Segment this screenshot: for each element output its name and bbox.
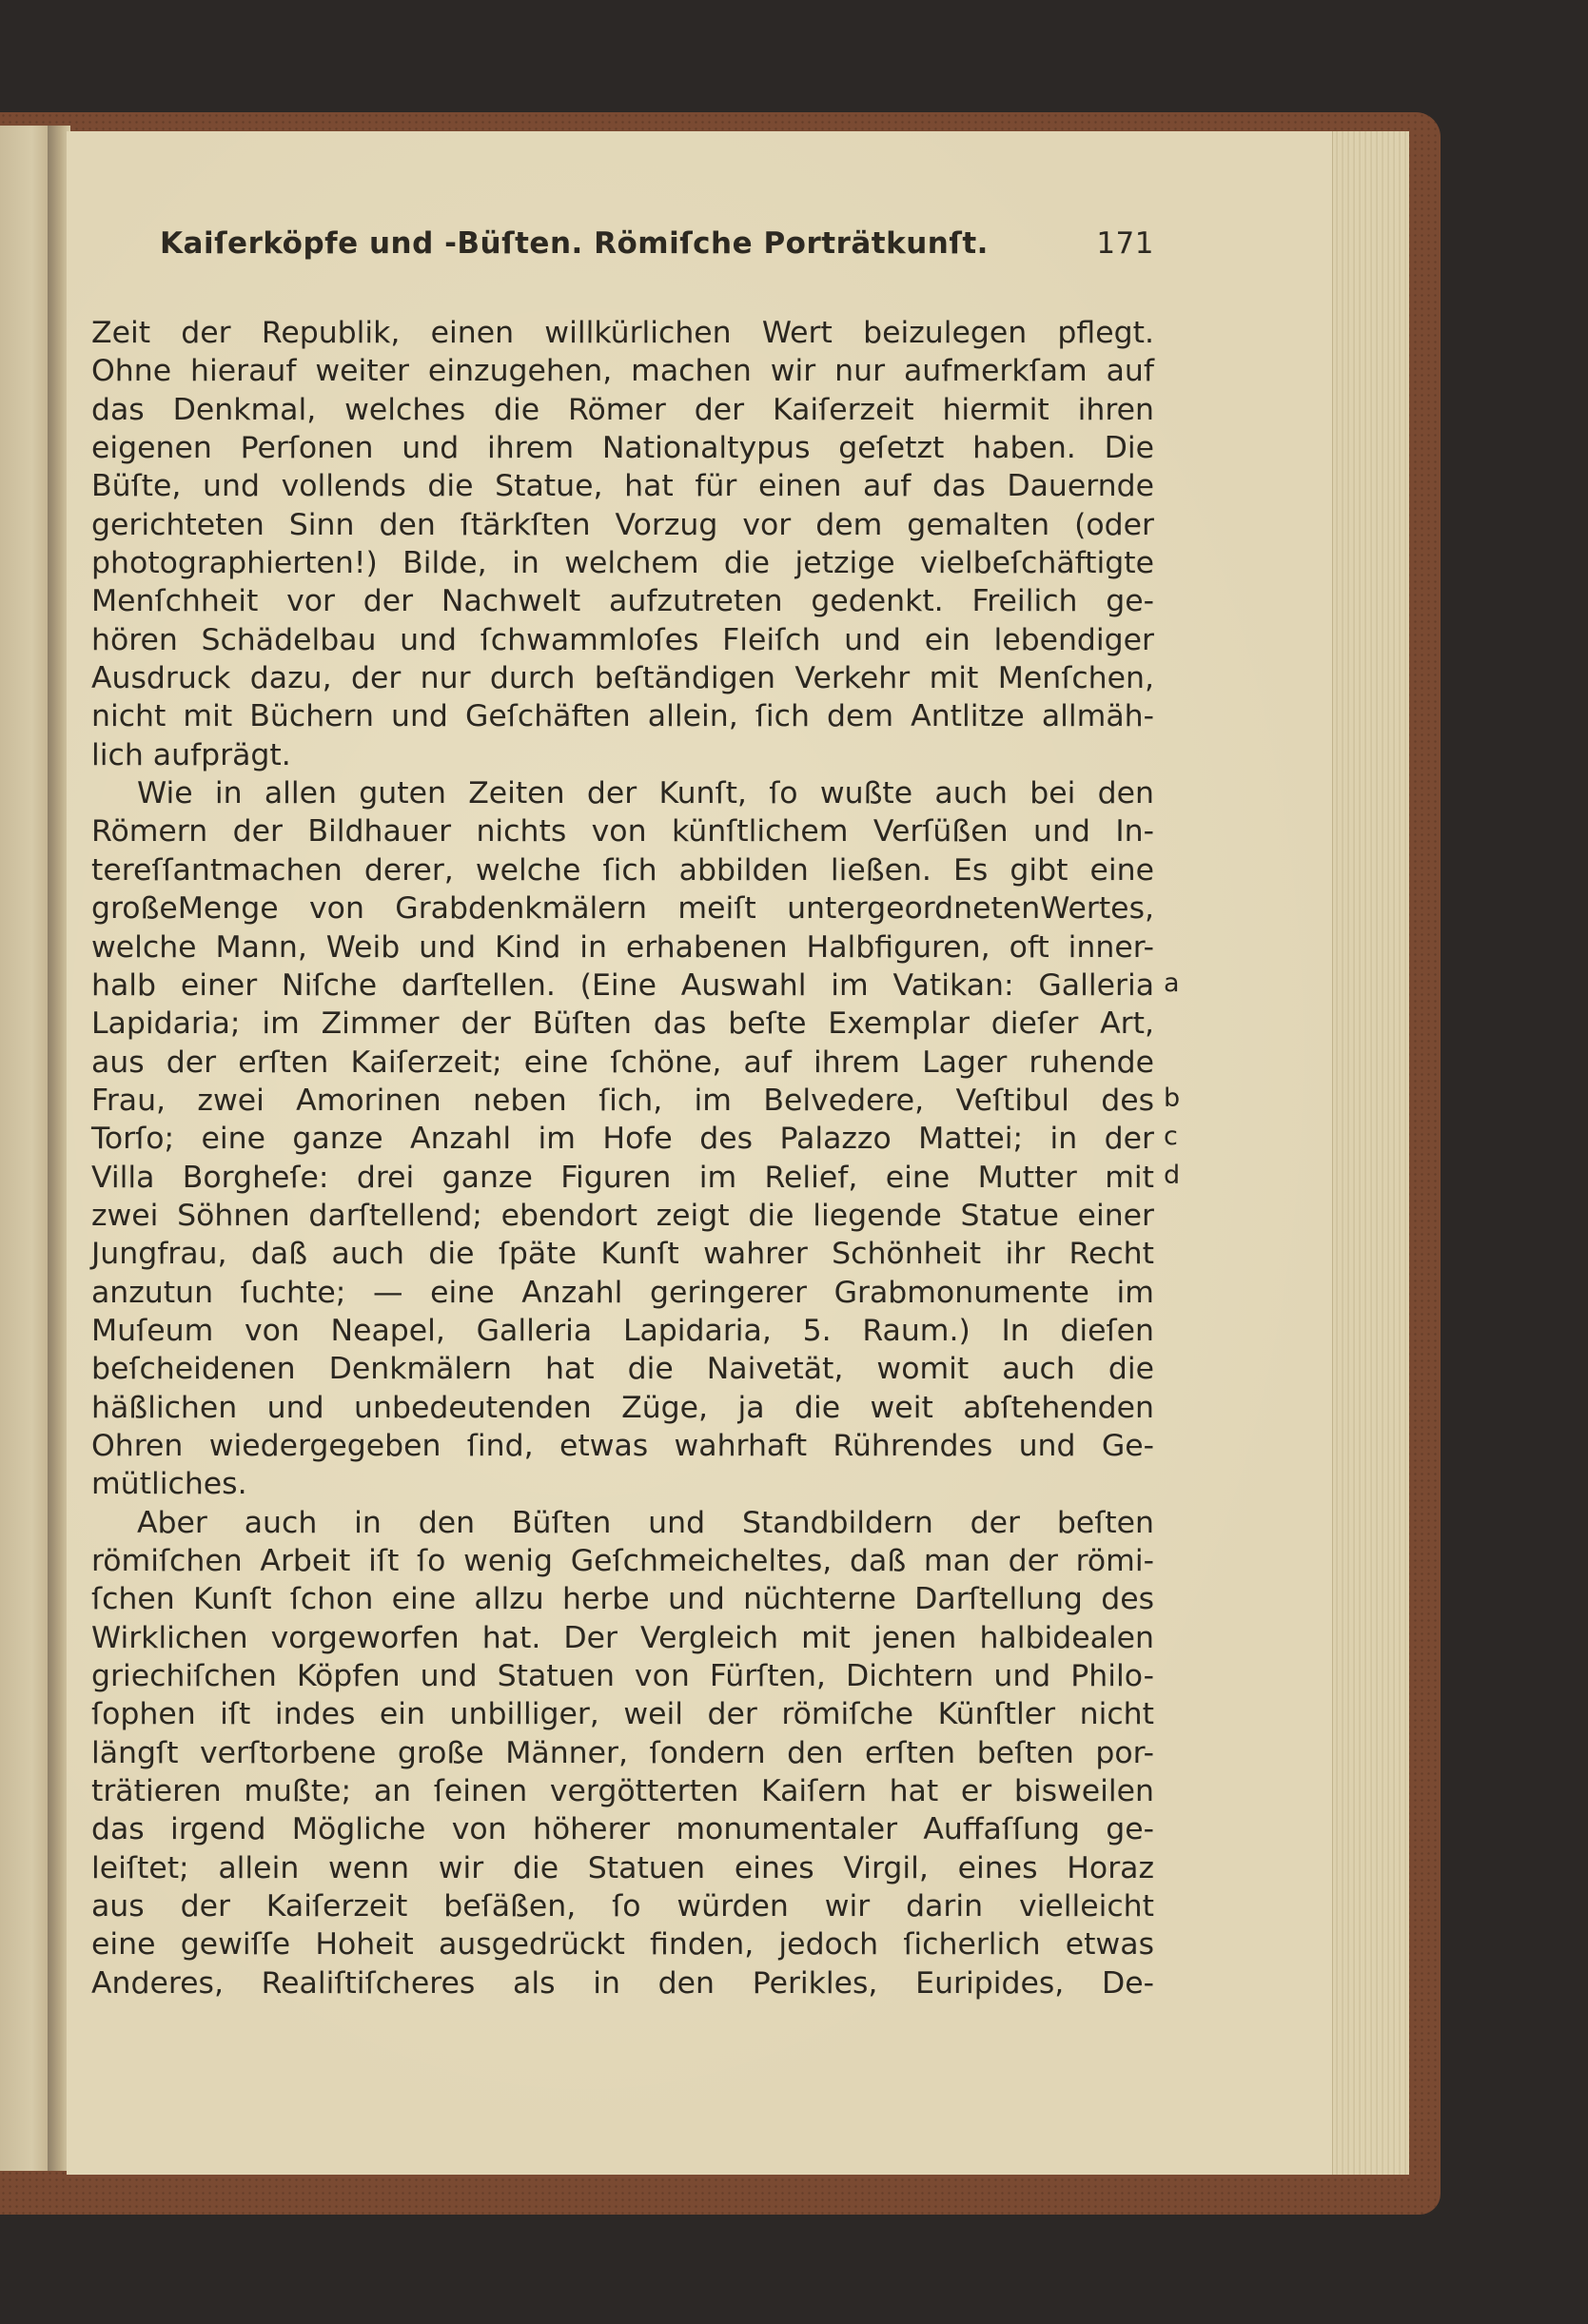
text-line: großeMenge von Grabdenkmälern meiſt untergeordnetenWertes, xyxy=(91,891,1154,927)
text-line: mütliches. xyxy=(91,1467,247,1502)
text-line: Villa Borgheſe: drei ganze Figuren im Relief, eine Mutter mit xyxy=(91,1160,1154,1195)
text-line: eigenen Perſonen und ihrem Nationaltypus geſetzt haben. Die xyxy=(91,431,1154,466)
text-line: häßlichen und unbedeutenden Züge, ja die weit abſtehenden xyxy=(91,1390,1154,1425)
text-line: photographierten!) Bilde, in welchem die jetzige vielbeſchäftigte xyxy=(91,546,1154,581)
page-stack-edges xyxy=(1332,131,1409,2175)
text-line: leiſtet; allein wenn wir die Statuen eines Virgil, eines Horaz xyxy=(91,1850,1154,1885)
text-line: ſophen iſt indes ein unbilliger, weil der römiſche Künſtler nicht xyxy=(91,1697,1154,1732)
text-line: zwei Söhnen darſtellend; ebendort zeigt die liegende Statue einer xyxy=(91,1198,1154,1233)
text-line: Wirklichen vorgeworfen hat. Der Vergleich mit jenen halbidealen xyxy=(91,1620,1154,1655)
text-line: eine gewiſſe Hoheit ausgedrückt finden, jedoch ſicherlich etwas xyxy=(91,1927,1154,1963)
text-line: Ausdruck dazu, der nur durch beſtändigen Verkehr mit Menſchen, xyxy=(91,661,1154,696)
text-line: Frau, zwei Amorinen neben ſich, im Belvedere, Veſtibul des xyxy=(91,1083,1154,1118)
text-line: lich aufprägt. xyxy=(91,737,291,772)
text-line: griechiſchen Köpfen und Statuen von Fürſten, Dichtern und Philo- xyxy=(91,1659,1154,1694)
margin-note-letter: d xyxy=(1164,1160,1181,1190)
text-line: nicht mit Büchern und Geſchäften allein, ſich dem Antlitze allmäh- xyxy=(91,699,1154,734)
text-line: Zeit der Republik, einen willkürlichen Wert beizulegen pflegt. xyxy=(91,316,1154,350)
text-line: Menſchheit vor der Nachwelt aufzutreten gedenkt. Freilich ge- xyxy=(91,584,1154,619)
margin-note-letter: a xyxy=(1164,967,1180,998)
running-header xyxy=(160,226,1154,282)
text-line: Torſo; eine ganze Anzahl im Hofe des Palazzo Mattei; in der xyxy=(91,1122,1154,1157)
text-line: Ohne hierauf weiter einzugehen, machen wir nur aufmerkſam auf xyxy=(91,354,1154,389)
text-line: aus der Kaiſerzeit beſäßen, ſo würden wir darin vielleicht xyxy=(91,1889,1154,1924)
text-line: anzutun ſuchte; — eine Anzahl geringerer Grabmonumente im xyxy=(91,1275,1154,1310)
running-title: Kaiſerköpfe und -Büſten. Römiſche Porträtkunſt. xyxy=(160,226,989,261)
margin-note-letter: b xyxy=(1164,1084,1181,1113)
text-line: Muſeum von Neapel, Galleria Lapidaria, 5. Raum.) In dieſen xyxy=(91,1313,1154,1348)
text-line: welche Mann, Weib und Kind in erhabenen Halbfiguren, oft inner- xyxy=(91,929,1154,965)
text-line: gerichteten Sinn den ſtärkſten Vorzug vor dem gemalten (oder xyxy=(91,507,1154,542)
text-line: römiſchen Arbeit iſt ſo wenig Geſchmeicheltes, daß man der römi- xyxy=(91,1544,1154,1578)
text-line: Anderes, Realiſtiſcheres als in den Perikles, Euripides, De- xyxy=(91,1965,1154,2001)
text-line: Büſte, und vollends die Statue, hat für einen auf das Dauernde xyxy=(91,469,1154,504)
text-line: Jungfrau, daß auch die ſpäte Kunſt wahrer Schönheit ihr Recht xyxy=(91,1237,1154,1272)
text-line: beſcheidenen Denkmälern hat die Naivetät, womit auch die xyxy=(91,1352,1154,1387)
text-line: ſchen Kunſt ſchon eine allzu herbe und nüchterne Darſtellung des xyxy=(91,1582,1154,1617)
margin-note-letter: c xyxy=(1164,1122,1178,1152)
text-line: Lapidaria; im Zimmer der Büſten das beſte Exemplar dieſer Art, xyxy=(91,1006,1154,1042)
text-line: tereſſantmachen derer, welche ſich abbilden ließen. Es gibt eine xyxy=(91,852,1154,888)
text-line: aus der erſten Kaiſerzeit; eine ſchöne, auf ihrem Lager ruhende xyxy=(91,1045,1154,1080)
text-line: trätieren mußte; an ſeinen vergötterten Kaiſern hat er bisweilen xyxy=(91,1774,1154,1809)
text-line: längſt verſtorbene große Männer, ſondern den erſten beſten por- xyxy=(91,1735,1154,1770)
body-text xyxy=(91,314,1154,2002)
text-line: halb einer Niſche darſtellen. (Eine Auswahl im Vatikan: Galleria xyxy=(91,967,1154,1003)
text-line: das Denkmal, welches die Römer der Kaiſerzeit hiermit ihren xyxy=(91,392,1154,427)
text-line: Aber auch in den Büſten und Standbildern der beſten xyxy=(137,1505,1154,1540)
text-line: Ohren wiedergegeben ſind, etwas wahrhaft Rührendes und Ge- xyxy=(91,1428,1154,1463)
text-line: Wie in allen guten Zeiten der Kunſt, ſo wußte auch bei den xyxy=(137,776,1154,811)
text-line: hören Schädelbau und ſchwammloſes Fleiſch und ein lebendiger xyxy=(91,622,1154,657)
facing-page-edge xyxy=(0,126,53,2171)
text-line: Römern der Bildhauer nichts von künſtlichem Verſüßen und In- xyxy=(91,814,1154,850)
page-number: 171 xyxy=(1096,226,1154,261)
text-line: das irgend Mögliche von höherer monumentaler Auffaſſung ge- xyxy=(91,1812,1154,1847)
